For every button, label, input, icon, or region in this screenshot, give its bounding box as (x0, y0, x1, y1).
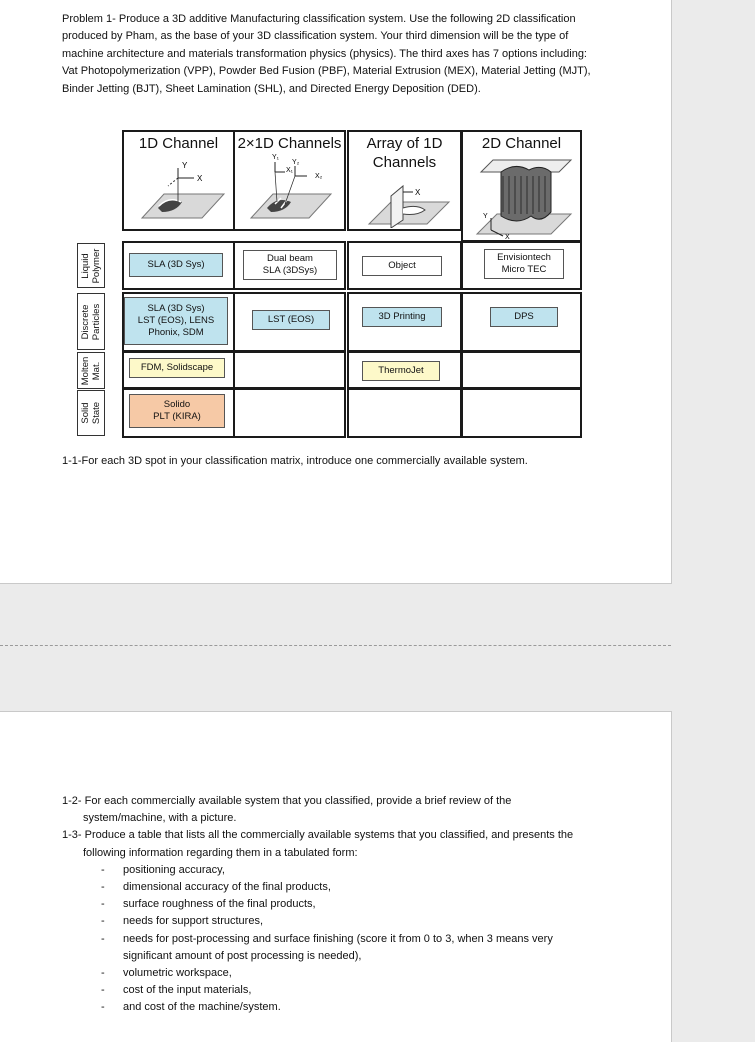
list-item: - surface roughness of the final products, (62, 896, 602, 913)
bullet-dash: - (101, 915, 105, 928)
system-object: Object (362, 256, 442, 276)
question-1-2-line1: 1-2- For each commercially available system that you classified, provide a brief review of the (62, 795, 512, 807)
cell-line: Dual beam (267, 253, 313, 264)
system-sla-lst-lens (124, 297, 228, 345)
row-label-line: Discrete (80, 304, 91, 339)
question-1-1: 1-1-For each 3D spot in your classification matrix, introduce one commercially available system. (62, 455, 528, 467)
list-item: - dimensional accuracy of the final products, (62, 879, 602, 896)
cell-line: Micro TEC (501, 264, 547, 275)
list-item: - volumetric workspace, (62, 965, 602, 982)
row-label-line: Polymer (91, 248, 102, 283)
bullet-dash: - (101, 898, 105, 911)
requirements-list (62, 862, 602, 1017)
cell-line: Envisiontech (497, 252, 551, 263)
system-sla-3dsys: SLA (3D Sys) (129, 253, 223, 277)
row-label-line: Particles (91, 303, 102, 340)
system-fdm-solidscape: FDM, Solidscape (129, 358, 225, 378)
system-dps: DPS (490, 307, 558, 327)
cell-line: SLA (3DSys) (262, 265, 318, 276)
row-label-molten-mat (77, 352, 105, 389)
question-card-1 (0, 0, 672, 584)
list-item: - and cost of the machine/system. (62, 999, 602, 1016)
1d-channel-diagram (124, 156, 233, 226)
list-item-continuation: significant amount of post processing is needed), (123, 949, 362, 962)
bullet-dash: - (101, 881, 105, 894)
cell-line: LST (EOS), LENS (137, 315, 215, 326)
bullet-dash: - (101, 984, 105, 997)
array-1d-channel-diagram (349, 172, 460, 228)
system-lst-eos: LST (EOS) (252, 310, 330, 330)
axis-y2-label: Y₂ (292, 159, 300, 166)
system-envisiontech (484, 249, 564, 279)
list-item: - needs for support structures, (62, 913, 602, 930)
cell-molten-2d (461, 351, 582, 389)
list-item: - needs for post-processing and surface finishing (score it from 0 to 3, when 3 means very (62, 931, 602, 948)
header-label: Array of 1D Channels (366, 135, 443, 171)
header-label: 1D Channel (138, 135, 219, 152)
system-dual-beam-sla (243, 250, 337, 280)
cell-molten-2x1d (233, 351, 346, 389)
row-label-liquid-polymer (77, 243, 105, 288)
question-1-2-line2: system/machine, with a picture. (83, 812, 237, 825)
bullet-dash: - (101, 1001, 105, 1014)
axis-y-label: Y (483, 213, 488, 220)
dashed-divider (0, 645, 671, 646)
row-label-discrete-particles (77, 293, 105, 350)
axis-y-label: Y (182, 161, 188, 170)
row-label-line: Solid (80, 402, 91, 424)
axis-x2-label: X₂ (315, 173, 323, 180)
header-label: 2×1D Channels (237, 135, 342, 152)
axis-x-label: X (197, 174, 203, 183)
axis-y1-label: Y₁ (272, 154, 280, 161)
row-label-line: State (91, 401, 102, 425)
header-label: 2D Channel (481, 135, 562, 152)
cell-solid-array (347, 388, 462, 438)
axis-x-label: X (505, 234, 510, 240)
axis-x1-label: X₁ (286, 167, 294, 174)
system-solido-plt (129, 394, 225, 428)
question-1-3-line1: 1-3- Produce a table that lists all the commercially available systems that you classified, and presents the (62, 829, 574, 842)
list-item: - cost of the input materials, (62, 982, 602, 999)
cell-solid-2x1d (233, 388, 346, 438)
2d-channel-diagram (463, 156, 580, 240)
bullet-dash: - (101, 863, 105, 876)
row-label-line: Mat. (91, 361, 102, 380)
cell-line: SLA (3D Sys) (147, 303, 205, 314)
row-label-solid-state (77, 390, 105, 436)
question-1-3-line2: following information regarding them in a tabulated form: (83, 846, 358, 859)
row-label-line: Liquid (80, 252, 91, 279)
header-2x1d-channels (233, 130, 346, 231)
cell-line: Phonix, SDM (148, 327, 204, 338)
header-array-of-1d-channels (347, 130, 462, 231)
system-3d-printing: 3D Printing (362, 307, 442, 327)
cell-solid-2d (461, 388, 582, 438)
header-1d-channel (122, 130, 235, 231)
problem-statement: Problem 1- Produce a 3D additive Manufacturing classification system. Use the following 2D classification produced by Pham, as the base of your 3D classification system. Your third dimension will be the type of machine architecture and materials transformation physics (physics). The third axes has 7 options including: Vat Photopolymerization (VPP), Powder Bed Fusion (PBF), Material Extrusion (MEX), Material Jetting (MJT), Binder Jetting (BJT), Sheet Lamination (SHL), and Directed Energy Deposition (DED). (62, 13, 591, 95)
list-item: - positioning accuracy, (62, 862, 602, 879)
cell-line: PLT (KIRA) (153, 411, 201, 422)
axis-x-label: X (415, 188, 421, 197)
header-2d-channel (461, 130, 582, 242)
bullet-dash: - (101, 932, 105, 945)
cell-line: Solido (163, 399, 191, 410)
row-label-line: Molten (80, 356, 91, 385)
system-thermojet: ThermoJet (362, 361, 440, 381)
2x1d-channel-diagram (235, 150, 344, 222)
questions-1-2-1-3 (62, 793, 602, 1017)
bullet-dash: - (101, 967, 105, 980)
